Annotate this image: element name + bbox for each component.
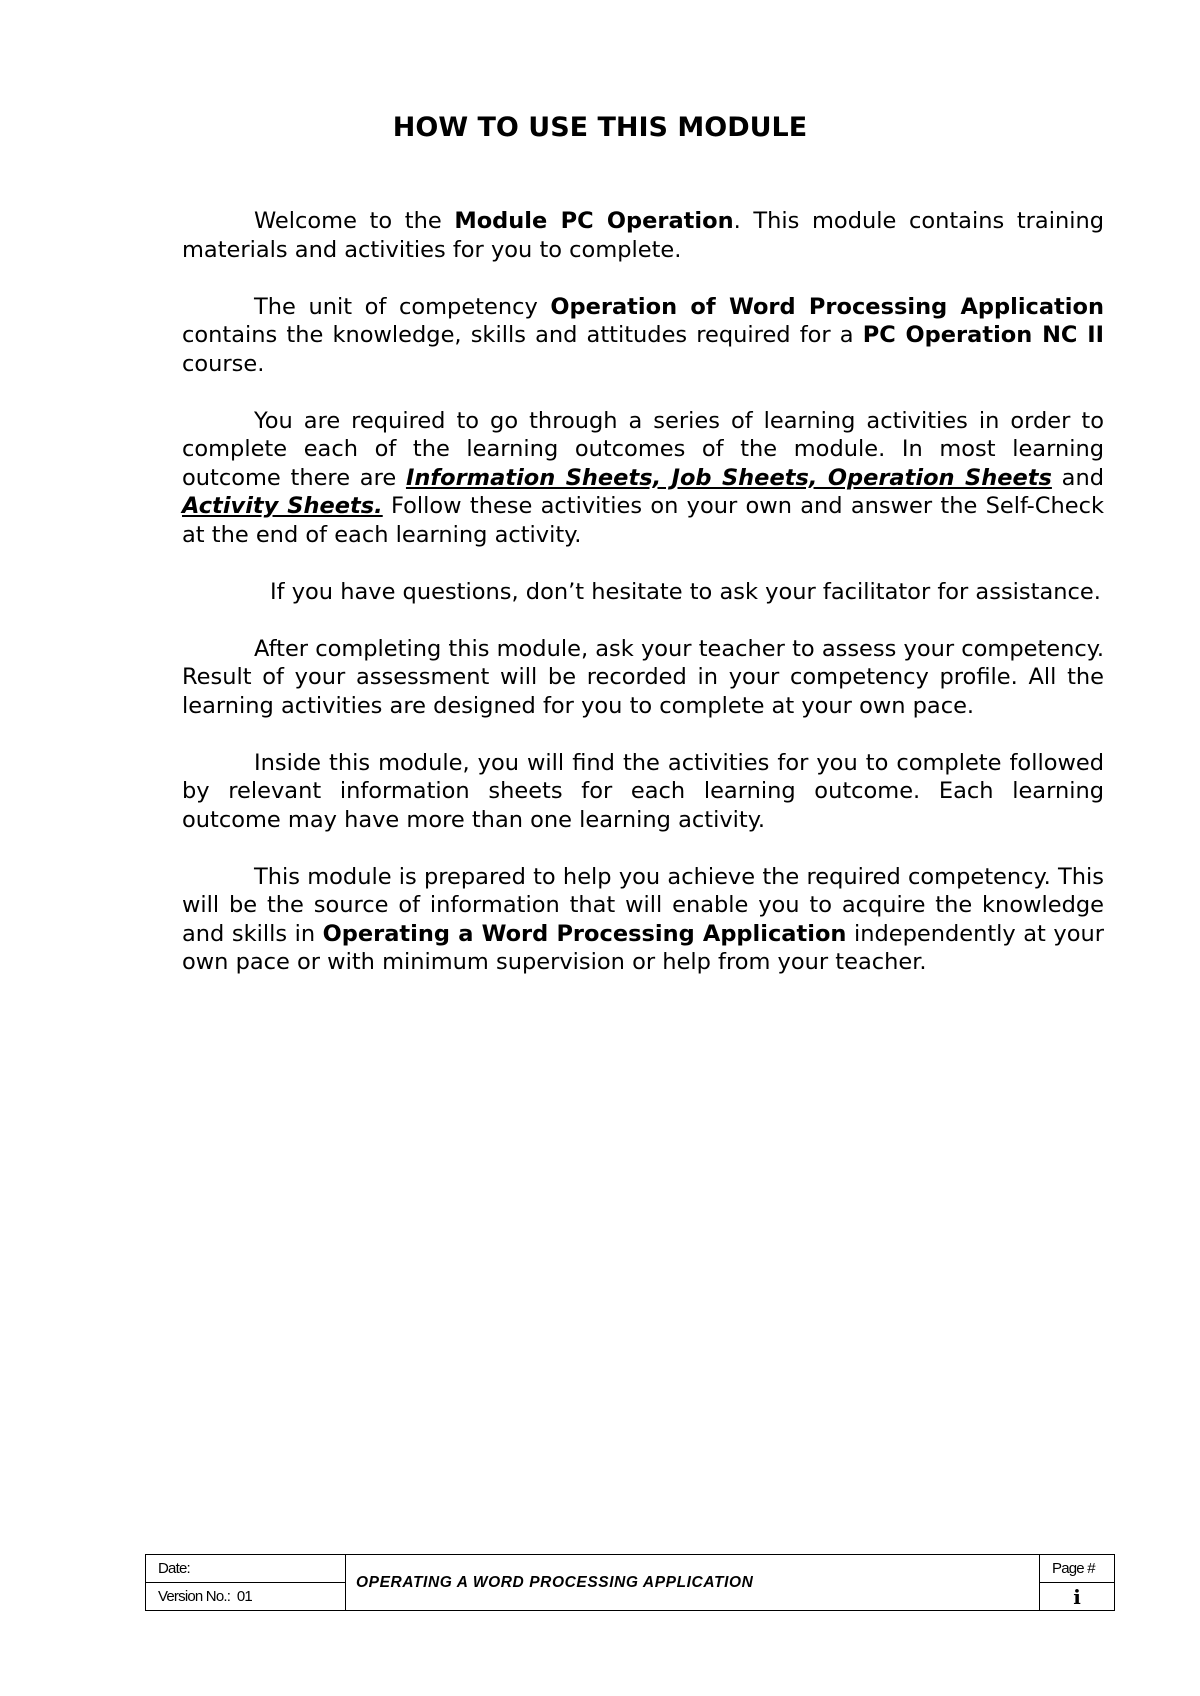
date-label: Date: [158, 1560, 190, 1577]
paragraph-unit-of-competency [182, 293, 1104, 379]
text: and [1051, 464, 1104, 491]
text: Follow these activities on your own and answer the Self-Check at the end of each learning activity. [182, 493, 1104, 548]
text: independently at your own pace or with minimum supervision or help from your teacher. [182, 920, 1104, 975]
paragraph-welcome [182, 207, 1104, 264]
course-name: PC Operation NC II [862, 322, 1104, 348]
version-value: 01 [236, 1588, 252, 1605]
sheet-types: Information Sheets, Job Sheets, Operation Sheets [405, 464, 1052, 491]
unit-name: Operation of Word Processing Application [550, 293, 1104, 320]
date-cell [146, 1555, 346, 1583]
paragraph-assessment: After completing this module, ask your teacher to assess your competency. Result of your assessment will be recorded in your competency profile. All the learning activities are designed for you to complete at your own pace. [182, 635, 1104, 719]
page-title: HOW TO USE THIS MODULE [392, 112, 808, 143]
page-footer [145, 1554, 1115, 1611]
text: . This module contains training materials and activities for you to complete. [182, 208, 1104, 263]
page-label: Page # [1040, 1555, 1115, 1583]
paragraph-inside-module: Inside this module, you will find the activities for you to complete followed by relevant information sheets for each learning outcome. Each learning outcome may have more than one learning activity. [182, 749, 1104, 833]
competency-name: Operating a Word Processing Application [322, 920, 847, 947]
text: Welcome to the [254, 208, 455, 234]
version-label: Version No.: [158, 1588, 231, 1605]
text: course. [182, 350, 265, 377]
text: You are required to go through a series of learning activities in order to complete each of the learning outcomes of the module. In most learning outcome there are [182, 407, 1104, 491]
text: The unit of competency [254, 293, 551, 320]
text: contains the knowledge, skills and attitudes required for a [182, 322, 863, 348]
text: This module is prepared to help you achieve the required competency. This will be the source of information that will enable you to acquire the knowledge and skills in [182, 863, 1104, 947]
module-instructions [182, 207, 1104, 977]
paragraph-questions: If you have questions, don’t hesitate to ask your facilitator for assistance. [270, 578, 1101, 605]
page-number: i [1040, 1583, 1115, 1611]
paragraph-learning-activities [182, 407, 1104, 550]
module-name: Module PC Operation [454, 208, 734, 234]
activity-sheets: Activity Sheets. [182, 493, 383, 519]
paragraph-purpose [182, 863, 1104, 977]
document-title: OPERATING A WORD PROCESSING APPLICATION [346, 1555, 1040, 1611]
version-cell [146, 1583, 346, 1611]
